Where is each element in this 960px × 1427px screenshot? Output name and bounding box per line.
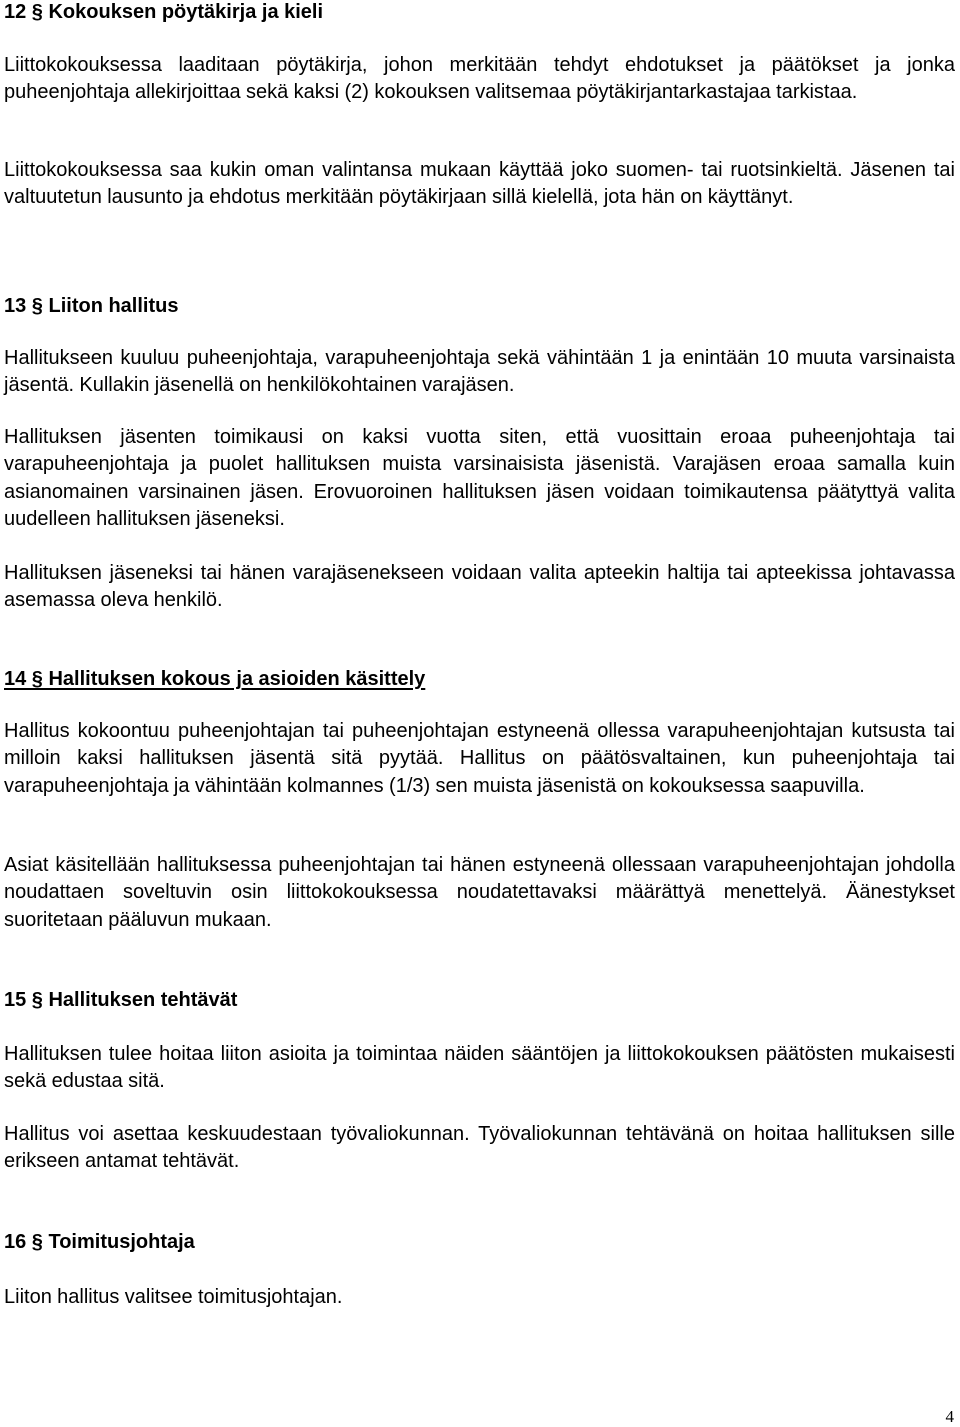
- page-number: 4: [945, 1407, 954, 1426]
- section-16-paragraph-1: Liiton hallitus valitsee toimitusjohtajan.: [4, 1286, 343, 1308]
- section-13-heading: 13 § Liiton hallitus: [4, 295, 179, 317]
- section-16-heading: 16 § Toimitusjohtaja: [4, 1231, 195, 1253]
- section-13-paragraph-1: Hallitukseen kuuluu puheenjohtaja, varapuheenjohtaja sekä vähintään 1 ja enintään 10 muuta varsinaista jäsentä. Kullakin jäsenellä on henkilökohtainen varajäsen.: [4, 347, 955, 397]
- section-13-paragraph-2: Hallituksen jäsenten toimikausi on kaksi vuotta siten, että vuosittain eroaa puheenjohtaja tai varapuheenjohtaja ja puolet hallituksen muista varsinaisista jäsenistä. Varajäsen eroaa samalla kuin asianomainen varsinainen jäsen. Erovuoroinen hallituksen jäsen voidaan toimikautensa päätyttyä valita uudelleen hallituksen jäseneksi.: [4, 426, 955, 530]
- section-15-paragraph-2: Hallitus voi asettaa keskuudestaan työvaliokunnan. Työvaliokunnan tehtävänä on hoitaa hallituksen sille erikseen antamat tehtävät.: [4, 1123, 955, 1173]
- section-15-heading: 15 § Hallituksen tehtävät: [4, 989, 238, 1011]
- section-14-paragraph-1: Hallitus kokoontuu puheenjohtajan tai puheenjohtajan estyneenä ollessa varapuheenjohtajan kutsusta tai milloin kaksi hallituksen jäsentä sitä pyytää. Hallitus on päätösvaltainen, kun puheenjohtaja tai varapuheenjohtaja ja vähintään kolmannes (1/3) sen muista jäsenistä on kokouksessa saapuvilla.: [4, 720, 955, 797]
- section-13-paragraph-3: Hallituksen jäseneksi tai hänen varajäsenekseen voidaan valita apteekin haltija tai apteekissa johtavassa asemassa oleva henkilö.: [4, 562, 955, 612]
- section-15-paragraph-1: Hallituksen tulee hoitaa liiton asioita ja toimintaa näiden sääntöjen ja liittokokouksen päätösten mukaisesti sekä edustaa sitä.: [4, 1043, 955, 1093]
- section-14-heading: 14 § Hallituksen kokous ja asioiden käsittely: [4, 668, 426, 690]
- section-12-paragraph-2: Liittokokouksessa saa kukin oman valintansa mukaan käyttää joko suomen- tai ruotsinkieltä. Jäsenen tai valtuutetun lausunto ja ehdotus merkitään pöytäkirjaan sillä kielellä, jota hän on käyttänyt.: [4, 159, 955, 209]
- section-12-paragraph-1: Liittokokouksessa laaditaan pöytäkirja, johon merkitään tehdyt ehdotukset ja päätökset ja jonka puheenjohtaja allekirjoittaa sekä kaksi (2) kokouksen valitsemaa pöytäkirjantarkastajaa tarkistaa.: [4, 54, 955, 104]
- section-14-paragraph-2: Asiat käsitellään hallituksessa puheenjohtajan tai hänen estyneenä ollessaan varapuheenjohtajan johdolla noudattaen soveltuvin osin liittokokouksessa noudatettavaksi määrättyä menettelyä. Äänestykset suoritetaan pääluvun mukaan.: [4, 854, 955, 931]
- section-12-heading: 12 § Kokouksen pöytäkirja ja kieli: [4, 1, 324, 23]
